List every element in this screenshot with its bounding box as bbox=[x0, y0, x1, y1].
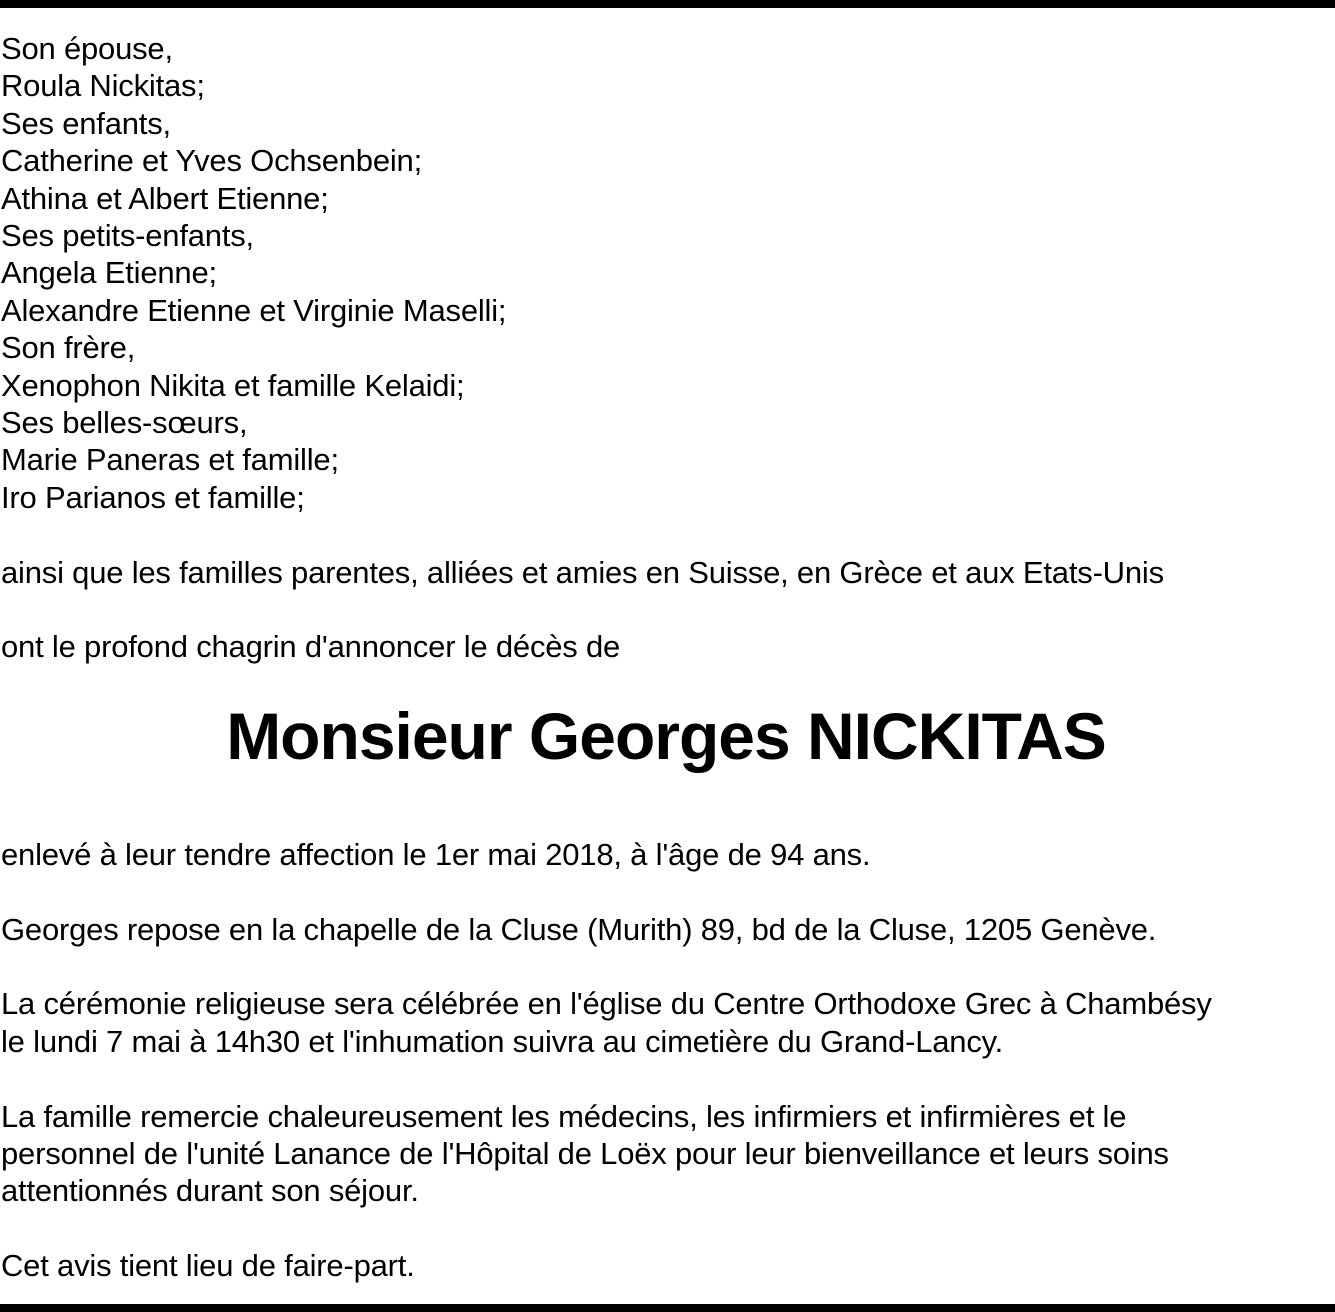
ceremony-paragraph bbox=[1, 985, 1331, 1060]
family-list bbox=[1, 30, 1331, 516]
family-line: Marie Paneras et famille; bbox=[1, 442, 339, 478]
closing-text: Cet avis tient lieu de faire-part. bbox=[1, 1248, 415, 1284]
passing-text: enlevé à leur tendre affection le 1er mai 2018, à l'âge de 94 ans. bbox=[1, 836, 871, 872]
family-line: Ses petits-enfants, bbox=[1, 218, 254, 254]
family-line: Ses belles-sœurs, bbox=[1, 405, 248, 441]
ceremony-line: La cérémonie religieuse sera célébrée en l'église du Centre Orthodoxe Grec à Chambésy bbox=[1, 986, 1212, 1022]
spacer bbox=[1, 1210, 1331, 1247]
family-line: Athina et Albert Etienne; bbox=[1, 180, 329, 216]
family-line: Roula Nickitas; bbox=[1, 68, 205, 104]
family-line: Son épouse, bbox=[1, 31, 173, 66]
family-line: Angela Etienne; bbox=[1, 255, 217, 291]
bottom-border-rule bbox=[0, 1304, 1335, 1312]
spacer bbox=[1, 516, 1331, 553]
thanks-line: attentionnés durant son séjour. bbox=[1, 1173, 419, 1209]
spacer bbox=[1, 948, 1331, 985]
thanks-paragraph bbox=[1, 1098, 1331, 1210]
family-line: Son frère, bbox=[1, 330, 136, 366]
spacer bbox=[1, 873, 1331, 910]
family-line: Catherine et Yves Ochsenbein; bbox=[1, 143, 423, 179]
thanks-line: personnel de l'unité Lanance de l'Hôpital de Loëx pour leur bienveillance et leurs soins bbox=[1, 1136, 1169, 1172]
extended-family-text: ainsi que les familles parentes, alliées et amies en Suisse, en Grèce et aux Etats-Unis bbox=[1, 554, 1164, 590]
top-border-rule bbox=[0, 0, 1335, 8]
family-line: Alexandre Etienne et Virginie Maselli; bbox=[1, 292, 507, 328]
deceased-name-heading: Monsieur Georges NICKITAS bbox=[226, 698, 1106, 773]
thanks-line: La famille remercie chaleureusement les médecins, les infirmiers et infirmières et le bbox=[1, 1098, 1127, 1134]
spacer bbox=[1, 1060, 1331, 1097]
obituary-notice bbox=[1, 30, 1331, 1285]
family-line: Iro Parianos et famille; bbox=[1, 479, 305, 515]
ceremony-line: le lundi 7 mai à 14h30 et l'inhumation suivra au cimetière du Grand-Lancy. bbox=[1, 1023, 1004, 1059]
rest-location-text: Georges repose en la chapelle de la Cluse (Murith) 89, bd de la Cluse, 1205 Genève. bbox=[1, 911, 1157, 947]
announcement-text: ont le profond chagrin d'annoncer le décès de bbox=[1, 629, 621, 665]
family-line: Ses enfants, bbox=[1, 105, 171, 141]
spacer bbox=[1, 591, 1331, 628]
family-line: Xenophon Nikita et famille Kelaidi; bbox=[1, 367, 465, 403]
